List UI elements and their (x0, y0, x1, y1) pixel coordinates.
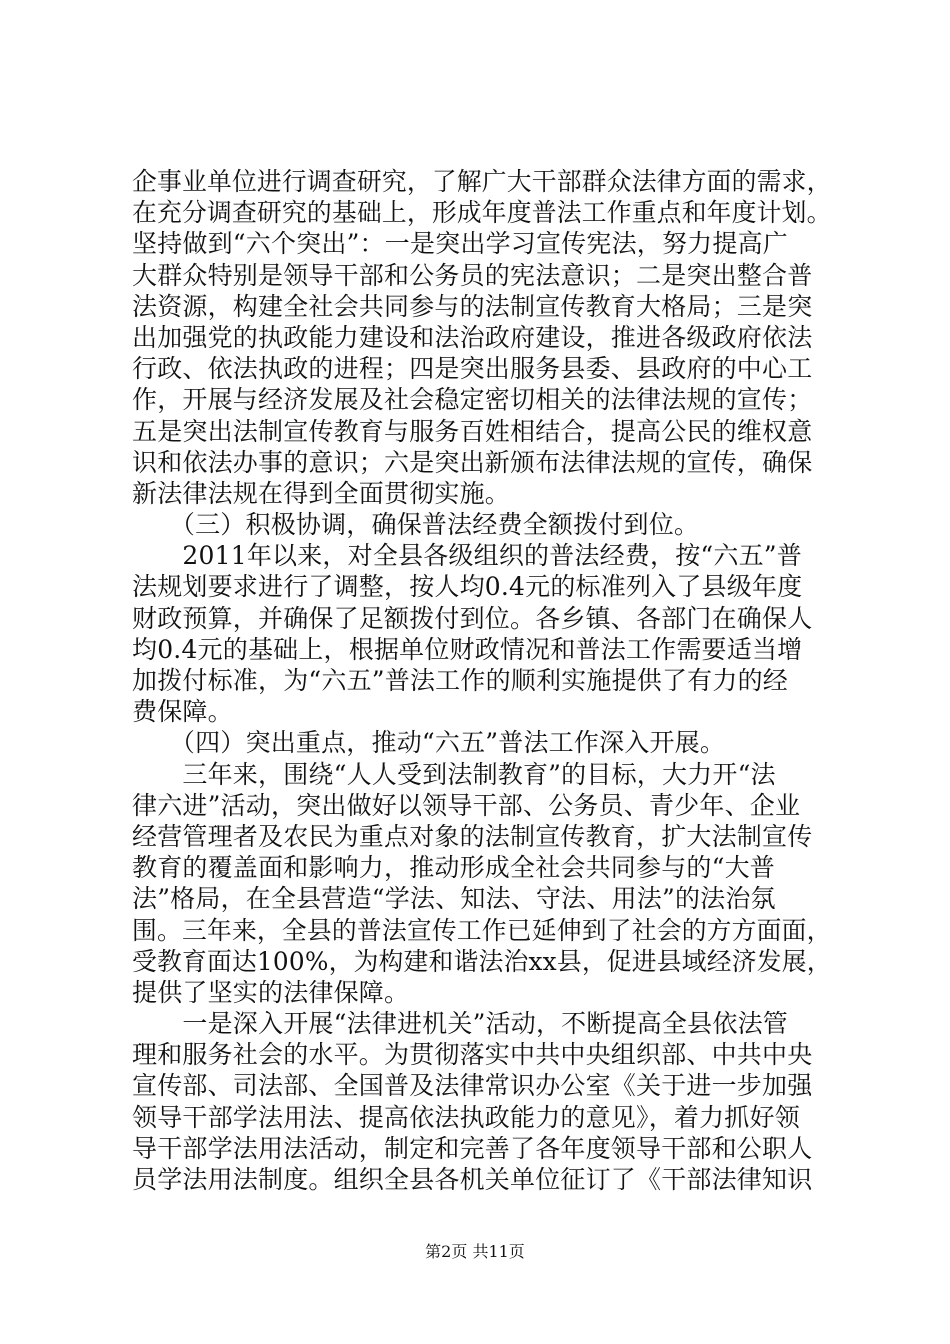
text-line: 一是深入开展“法律进机关”活动，不断提高全县依法管 (132, 1009, 788, 1039)
text-line: 行政、依法执政的进程；四是突出服务县委、县政府的中心工 (132, 354, 813, 384)
text-line: 宣传部、司法部、全国普及法律常识办公室《关于进一步加强 (132, 1071, 813, 1101)
text-line: 2011年以来，对全县各级组织的普法经费，按“六五”普 (132, 541, 802, 571)
text-line: 理和服务社会的水平。为贯彻落实中共中央组织部、中共中央 (132, 1040, 813, 1070)
text-line: 受教育面达100%，为构建和谐法治xx县，促进县域经济发展， (132, 946, 832, 976)
text-line: 五是突出法制宣传教育与服务百姓相结合，提高公民的维权意 (132, 416, 813, 446)
text-line: 提供了坚实的法律保障。 (132, 977, 410, 1007)
text-line: 新法律法规在得到全面贯彻实施。 (132, 478, 511, 508)
text-line: 出加强党的执政能力建设和法治政府建设，推进各级政府依法 (132, 322, 813, 352)
text-line: 导干部学法用法活动，制定和完善了各年度领导干部和公职人 (132, 1133, 813, 1163)
text-line: 均0.4元的基础上，根据单位财政情况和普法工作需要适当增 (132, 634, 803, 664)
text-line: 法规划要求进行了调整，按人均0.4元的标准列入了县级年度 (132, 572, 803, 602)
text-line: 法资源，构建全社会共同参与的法制宣传教育大格局；三是突 (132, 291, 813, 321)
document-body (132, 166, 830, 1195)
text-line: 员学法用法制度。组织全县各机关单位征订了《干部法律知识 (132, 1165, 813, 1194)
text-line: 费保障。 (132, 697, 233, 727)
text-line: 加拨付标准，为“六五”普法工作的顺利实施提供了有力的经 (132, 666, 788, 695)
text-line: 财政预算，并确保了足额拨付到位。各乡镇、各部门在确保人 (132, 603, 813, 633)
text-line: 识和依法办事的意识；六是突出新颁布法律法规的宣传，确保 (132, 447, 813, 477)
text-line: 大群众特别是领导干部和公务员的宪法意识；二是突出整合普 (132, 260, 813, 290)
text-line: 法”格局，在全县营造“学法、知法、守法、用法”的法治氛 (132, 884, 776, 914)
text-line: 坚持做到“六个突出”：一是突出学习宣传宪法，努力提高广 (132, 229, 788, 259)
page-footer: 第2页 共11页 (425, 1242, 525, 1261)
text-line: 教育的覆盖面和影响力，推动形成全社会共同参与的“大普 (132, 853, 775, 883)
text-line: 企事业单位进行调查研究，了解广大干部群众法律方面的需求， (132, 167, 832, 196)
section-heading: （四）突出重点，推动“六五”普法工作深入开展。 (132, 728, 726, 758)
section-heading: （三）积极协调，确保普法经费全额拨付到位。 (132, 510, 700, 540)
text-line: 律六进”活动，突出做好以领导干部、公务员、青少年、企业 (132, 790, 801, 820)
text-line: 围。三年来，全县的普法宣传工作已延伸到了社会的方方面面， (132, 915, 832, 945)
text-line: 作，开展与经济发展及社会稳定密切相关的法律法规的宣传； (132, 385, 813, 415)
text-line: 三年来，围绕“人人受到法制教育”的目标，大力开“法 (132, 759, 776, 789)
text-line: 在充分调查研究的基础上，形成年度普法工作重点和年度计划。 (132, 198, 832, 228)
text-line: 领导干部学法用法、提高依法执政能力的意见》，着力抓好领 (132, 1102, 800, 1132)
text-line: 经营管理者及农民为重点对象的法制宣传教育，扩大法制宣传 (132, 821, 813, 851)
